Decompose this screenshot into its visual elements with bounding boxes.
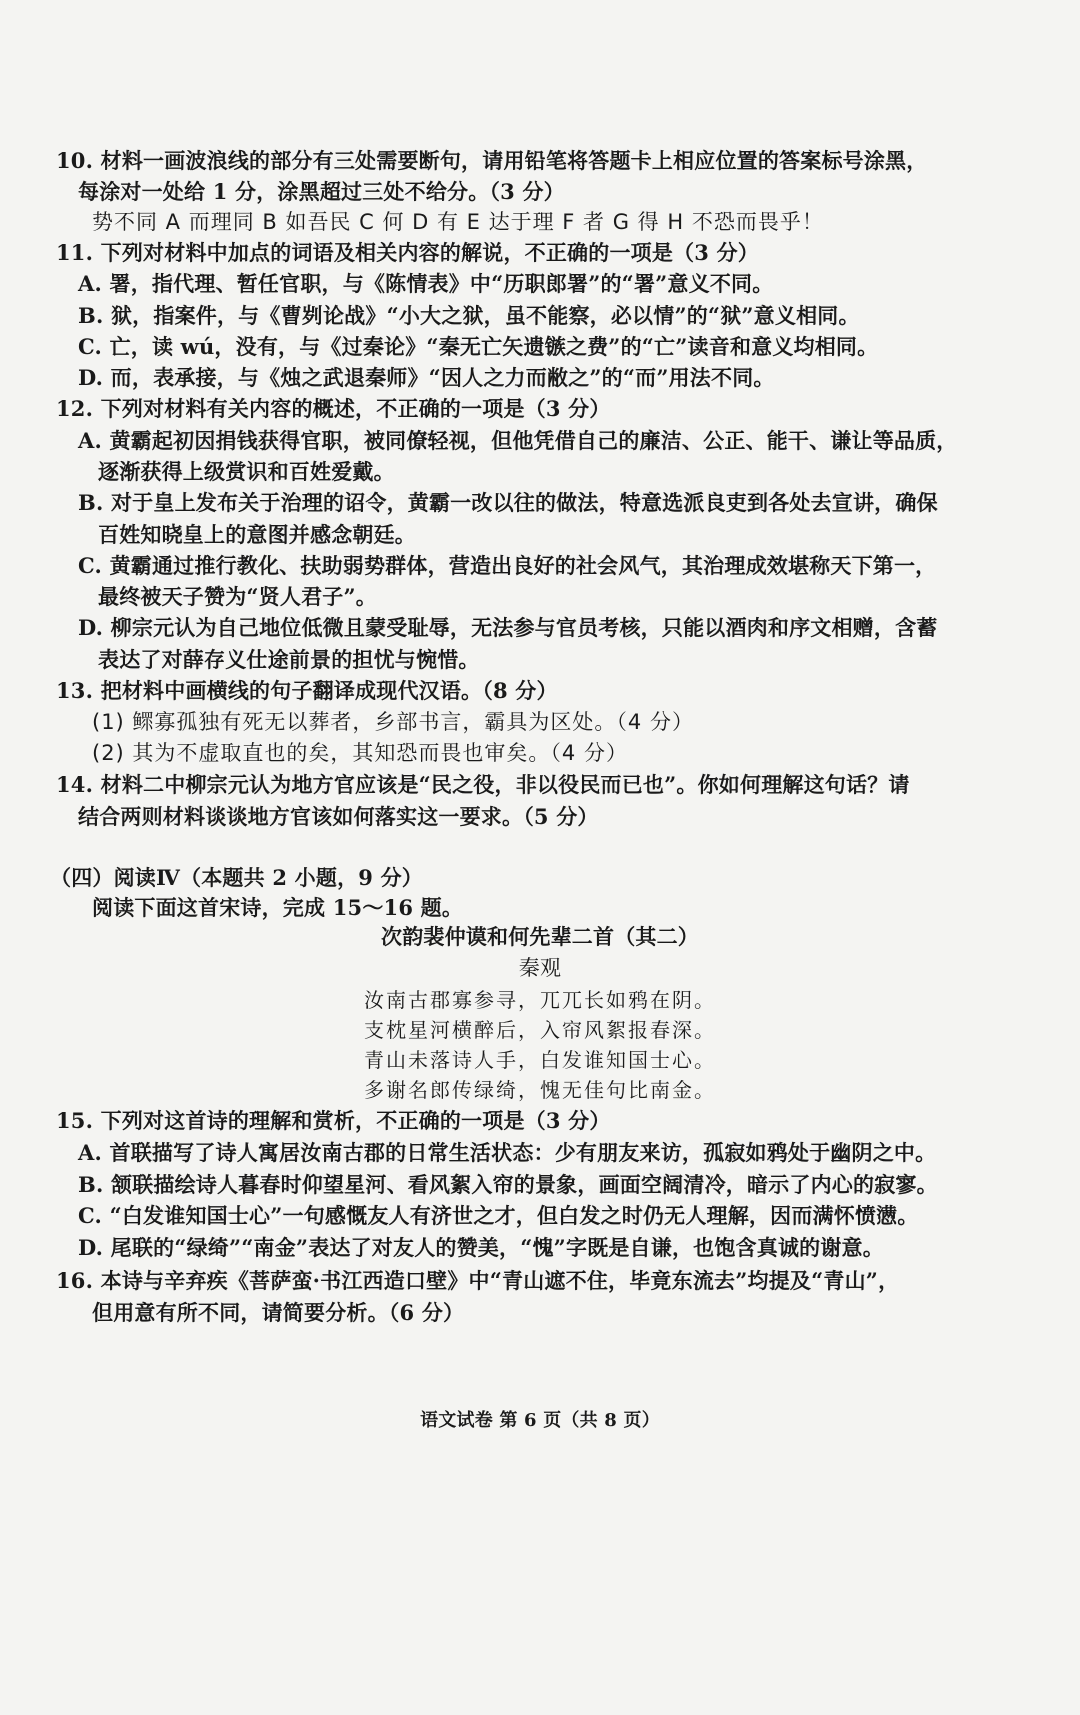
q12-option-d-line2: 表达了对薛存义仕途前景的担忧与惋惜。 bbox=[98, 647, 480, 672]
q12-option-a-line2: 逐渐获得上级赏识和百姓爱戴。 bbox=[98, 459, 395, 484]
q14-stem-line1: 14. 材料二中柳宗元认为地方官应该是“民之役，非以役民而已也”。你如何理解这句话？请 bbox=[56, 772, 910, 797]
q15-option-b: B. 颔联描绘诗人暮春时仰望星河、看风絮入帘的景象，画面空阔清冷，暗示了内心的寂寥。 bbox=[78, 1172, 938, 1197]
q15-option-c: C. “白发谁知国士心”一句感慨友人有济世之才，但白发之时仍无人理解，因而满怀愤懑。 bbox=[78, 1203, 919, 1228]
section-4-intro: 阅读下面这首宋诗，完成 15～16 题。 bbox=[92, 895, 464, 920]
poem-title: 次韵裴仲谟和何先辈二首（其二） bbox=[381, 924, 699, 949]
q12-option-a-line1: A. 黄霸起初因捐钱获得官职，被同僚轻视，但他凭借自己的廉洁、公正、能干、谦让等品质， bbox=[78, 428, 958, 453]
q13-stem: 13. 把材料中画横线的句子翻译成现代汉语。（8 分） bbox=[56, 678, 558, 703]
poem-author: 秦观 bbox=[518, 956, 562, 980]
poem-line-3: 青山未落诗人手，白发谁知国士心。 bbox=[364, 1048, 716, 1072]
section-4-heading: （四）阅读Ⅳ（本题共 2 小题，9 分） bbox=[50, 865, 423, 890]
poem-line-1: 汝南古郡寡参寻，兀兀长如鸦在阴。 bbox=[364, 988, 716, 1012]
q12-stem: 12. 下列对材料有关内容的概述，不正确的一项是（3 分） bbox=[56, 396, 611, 421]
q15-option-a: A. 首联描写了诗人寓居汝南古郡的日常生活状态：少有朋友来访，孤寂如鸦处于幽阴之中。 bbox=[78, 1140, 937, 1165]
q16-stem-line1: 16. 本诗与辛弃疾《菩萨蛮·书江西造口壁》中“青山遮不住，毕竟东流去”均提及“青山”， bbox=[56, 1268, 900, 1293]
q16-stem-line2: 但用意有所不同，请简要分析。（6 分） bbox=[92, 1300, 465, 1325]
q12-option-c-line2: 最终被天子赞为“贤人君子”。 bbox=[98, 584, 377, 609]
q13-sentence-2: (2) 其为不虚取直也的矣，其知恐而畏也审矣。（4 分） bbox=[92, 741, 628, 765]
q12-option-b-line2: 百姓知晓皇上的意图并感念朝廷。 bbox=[98, 522, 416, 547]
q14-stem-line2: 结合两则材料谈谈地方官该如何落实这一要求。（5 分） bbox=[78, 804, 599, 829]
q13-sentence-1: (1) 鳏寡孤独有死无以葬者，乡部书言，霸具为区处。（4 分） bbox=[92, 710, 694, 734]
q15-option-d: D. 尾联的“绿绮”“南金”表达了对友人的赞美，“愧”字既是自谦，也饱含真诚的谢意。 bbox=[78, 1235, 884, 1260]
q11-option-c: C. 亡，读 wú，没有，与《过秦论》“秦无亡矢遗镞之费”的“亡”读音和意义均相同。 bbox=[78, 334, 879, 359]
q15-stem: 15. 下列对这首诗的理解和赏析，不正确的一项是（3 分） bbox=[56, 1108, 611, 1133]
q11-option-d: D. 而，表承接，与《烛之武退秦师》“因人之力而敝之”的“而”用法不同。 bbox=[78, 365, 775, 390]
q10-passage: 势不同 A 而理同 B 如吾民 C 何 D 有 E 达于理 F 者 G 得 H 不恐而畏乎！ bbox=[92, 210, 824, 234]
poem-line-4: 多谢名郎传绿绮，愧无佳句比南金。 bbox=[364, 1078, 716, 1102]
q11-option-b: B. 狱，指案件，与《曹刿论战》“小大之狱，虽不能察，必以情”的“狱”意义相同。 bbox=[78, 303, 860, 328]
q12-option-c-line1: C. 黄霸通过推行教化、扶助弱势群体，营造出良好的社会风气，其治理成效堪称天下第一， bbox=[78, 553, 937, 578]
q11-stem: 11. 下列对材料中加点的词语及相关内容的解说，不正确的一项是（3 分） bbox=[56, 240, 759, 265]
q11-option-a: A. 署，指代理、暂任官职，与《陈情表》中“历职郎署”的“署”意义不同。 bbox=[78, 271, 774, 296]
q12-option-d-line1: D. 柳宗元认为自己地位低微且蒙受耻辱，无法参与官员考核，只能以酒肉和序文相赠，含蓄 bbox=[78, 615, 938, 640]
q12-option-b-line1: B. 对于皇上发布关于治理的诏令，黄霸一改以往的做法，特意选派良吏到各处去宣讲，确保 bbox=[78, 490, 938, 515]
page-footer: 语文试卷 第 6 页（共 8 页） bbox=[420, 1410, 660, 1431]
poem-line-2: 支枕星河横醉后，入帘风絮报春深。 bbox=[364, 1018, 716, 1042]
q10-stem-line1: 10. 材料一画波浪线的部分有三处需要断句，请用铅笔将答题卡上相应位置的答案标号涂黑， bbox=[56, 148, 928, 173]
q10-stem-line2: 每涂对一处给 1 分，涂黑超过三处不给分。（3 分） bbox=[78, 179, 565, 204]
